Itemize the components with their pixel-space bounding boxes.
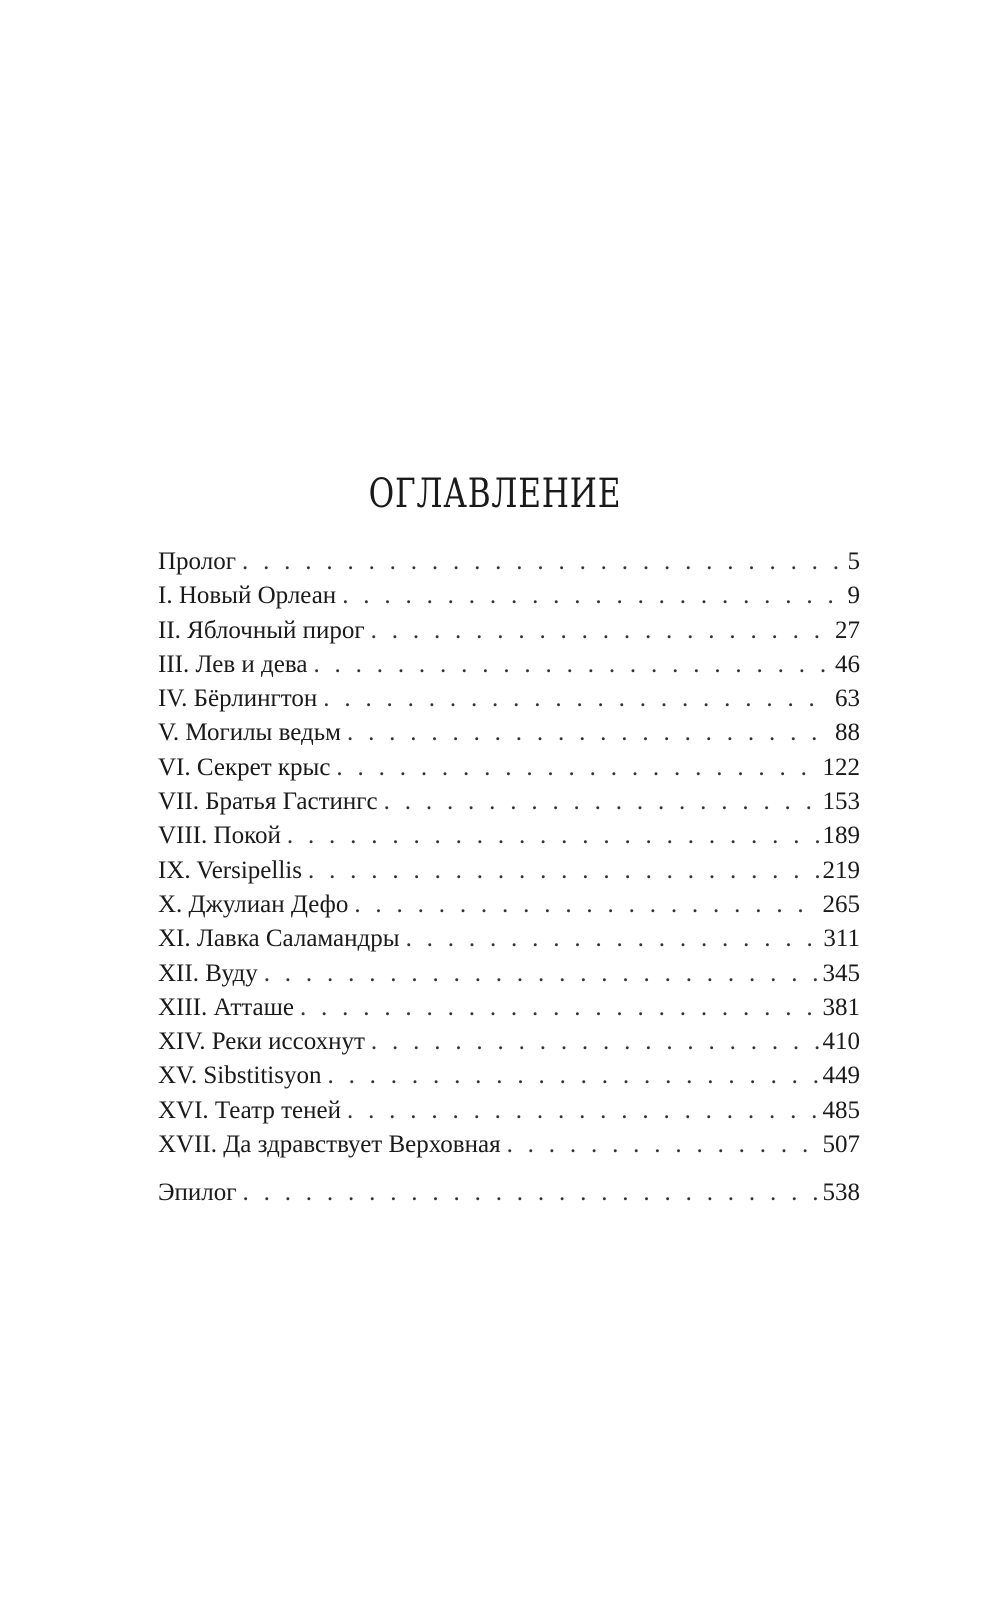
dot-leader xyxy=(327,1059,818,1093)
toc-entry-page: 345 xyxy=(822,959,860,987)
toc-entry-chapter-5 xyxy=(158,716,860,750)
toc-entry-label: VI. Секрет крыс xyxy=(158,753,331,781)
toc-entry-page: 410 xyxy=(822,1028,860,1056)
dot-leader xyxy=(243,1176,819,1210)
toc-entry-page: 538 xyxy=(822,1179,860,1207)
dot-leader xyxy=(406,922,820,956)
toc-entry-label: XII. Вуду xyxy=(158,959,258,987)
toc-entry-label: X. Джулиан Дефо xyxy=(158,890,349,918)
dot-leader xyxy=(300,991,819,1025)
toc-entry-page: 265 xyxy=(822,890,860,918)
toc-entry-page: 485 xyxy=(822,1096,860,1124)
toc-entry-chapter-4 xyxy=(158,682,860,716)
dot-leader xyxy=(242,545,844,579)
dot-leader xyxy=(313,648,831,682)
dot-leader xyxy=(287,819,819,853)
dot-leader xyxy=(347,1094,819,1128)
toc-entry-page: 27 xyxy=(835,616,860,644)
dot-leader xyxy=(371,614,831,648)
toc-entry-label: XIII. Атташе xyxy=(158,993,294,1021)
toc-entry-page: 381 xyxy=(822,993,860,1021)
toc-entry-chapter-8 xyxy=(158,819,860,853)
toc-entry-label: Эпилог xyxy=(158,1179,237,1207)
toc-entry-chapter-16 xyxy=(158,1094,860,1128)
toc-entry-chapter-11 xyxy=(158,922,860,956)
toc-entry-chapter-3 xyxy=(158,648,860,682)
toc-entry-page: 189 xyxy=(822,822,860,850)
toc-entry-chapter-13 xyxy=(158,991,860,1025)
toc-entry-page: 88 xyxy=(835,719,860,747)
toc-entry-chapter-9 xyxy=(158,854,860,888)
dot-leader xyxy=(384,785,819,819)
dot-leader xyxy=(308,854,819,888)
toc-entry-label: XV. Sibstitisyon xyxy=(158,1062,322,1090)
toc-entry-label: III. Лев и дева xyxy=(158,650,308,678)
toc-entry-chapter-2 xyxy=(158,614,860,648)
dot-leader xyxy=(354,888,818,922)
toc-entry-chapter-7 xyxy=(158,785,860,819)
dot-leader xyxy=(342,579,843,613)
toc-entry-chapter-15 xyxy=(158,1059,860,1093)
toc-entry-chapter-1 xyxy=(158,579,860,613)
toc-entry-page: 507 xyxy=(822,1131,860,1159)
dot-leader xyxy=(323,682,831,716)
toc-entry-label: XVI. Театр теней xyxy=(158,1096,341,1124)
toc-entry-page: 9 xyxy=(847,582,860,610)
toc-entry-epilogue xyxy=(158,1176,860,1210)
toc-title: ОГЛАВЛЕНИЕ xyxy=(368,471,622,517)
toc-entry-page: 63 xyxy=(835,685,860,713)
toc-entry-label: Пролог xyxy=(158,548,236,575)
toc-entry-label: XI. Лавка Саламандры xyxy=(158,925,400,953)
toc-entry-page: 122 xyxy=(822,753,860,781)
toc-entry-label: I. Новый Орлеан xyxy=(158,582,337,610)
toc-entry-chapter-10 xyxy=(158,888,860,922)
toc-entry-label: IV. Бёрлингтон xyxy=(158,685,318,713)
dot-leader xyxy=(336,751,818,785)
toc-entry-page: 311 xyxy=(823,925,860,953)
dot-leader xyxy=(347,716,831,750)
toc-entry-label: VII. Братья Гастингс xyxy=(158,788,378,816)
toc-entry-page: 5 xyxy=(847,548,860,575)
dot-leader xyxy=(371,1025,819,1059)
toc-entry-prologue xyxy=(158,545,860,579)
toc-entry-label: VIII. Покой xyxy=(158,822,281,850)
toc-entry-label: XVII. Да здравствует Верховная xyxy=(158,1131,501,1159)
dot-leader xyxy=(264,957,819,991)
toc-entry-label: IX. Versipellis xyxy=(158,856,302,884)
toc-entry-label: II. Яблочный пирог xyxy=(158,616,365,644)
toc-entry-label: XIV. Реки иссохнут xyxy=(158,1028,365,1056)
toc-entry-chapter-17 xyxy=(158,1128,860,1162)
toc-entry-label: V. Могилы ведьм xyxy=(158,719,341,747)
toc-list xyxy=(158,545,860,1211)
toc-entry-page: 46 xyxy=(835,650,860,678)
toc-entry-chapter-14 xyxy=(158,1025,860,1059)
toc-entry-chapter-6 xyxy=(158,751,860,785)
toc-entry-page: 449 xyxy=(822,1062,860,1090)
toc-entry-chapter-12 xyxy=(158,957,860,991)
dot-leader xyxy=(507,1128,819,1162)
toc-entry-page: 153 xyxy=(822,788,860,816)
toc-entry-page: 219 xyxy=(822,856,860,884)
